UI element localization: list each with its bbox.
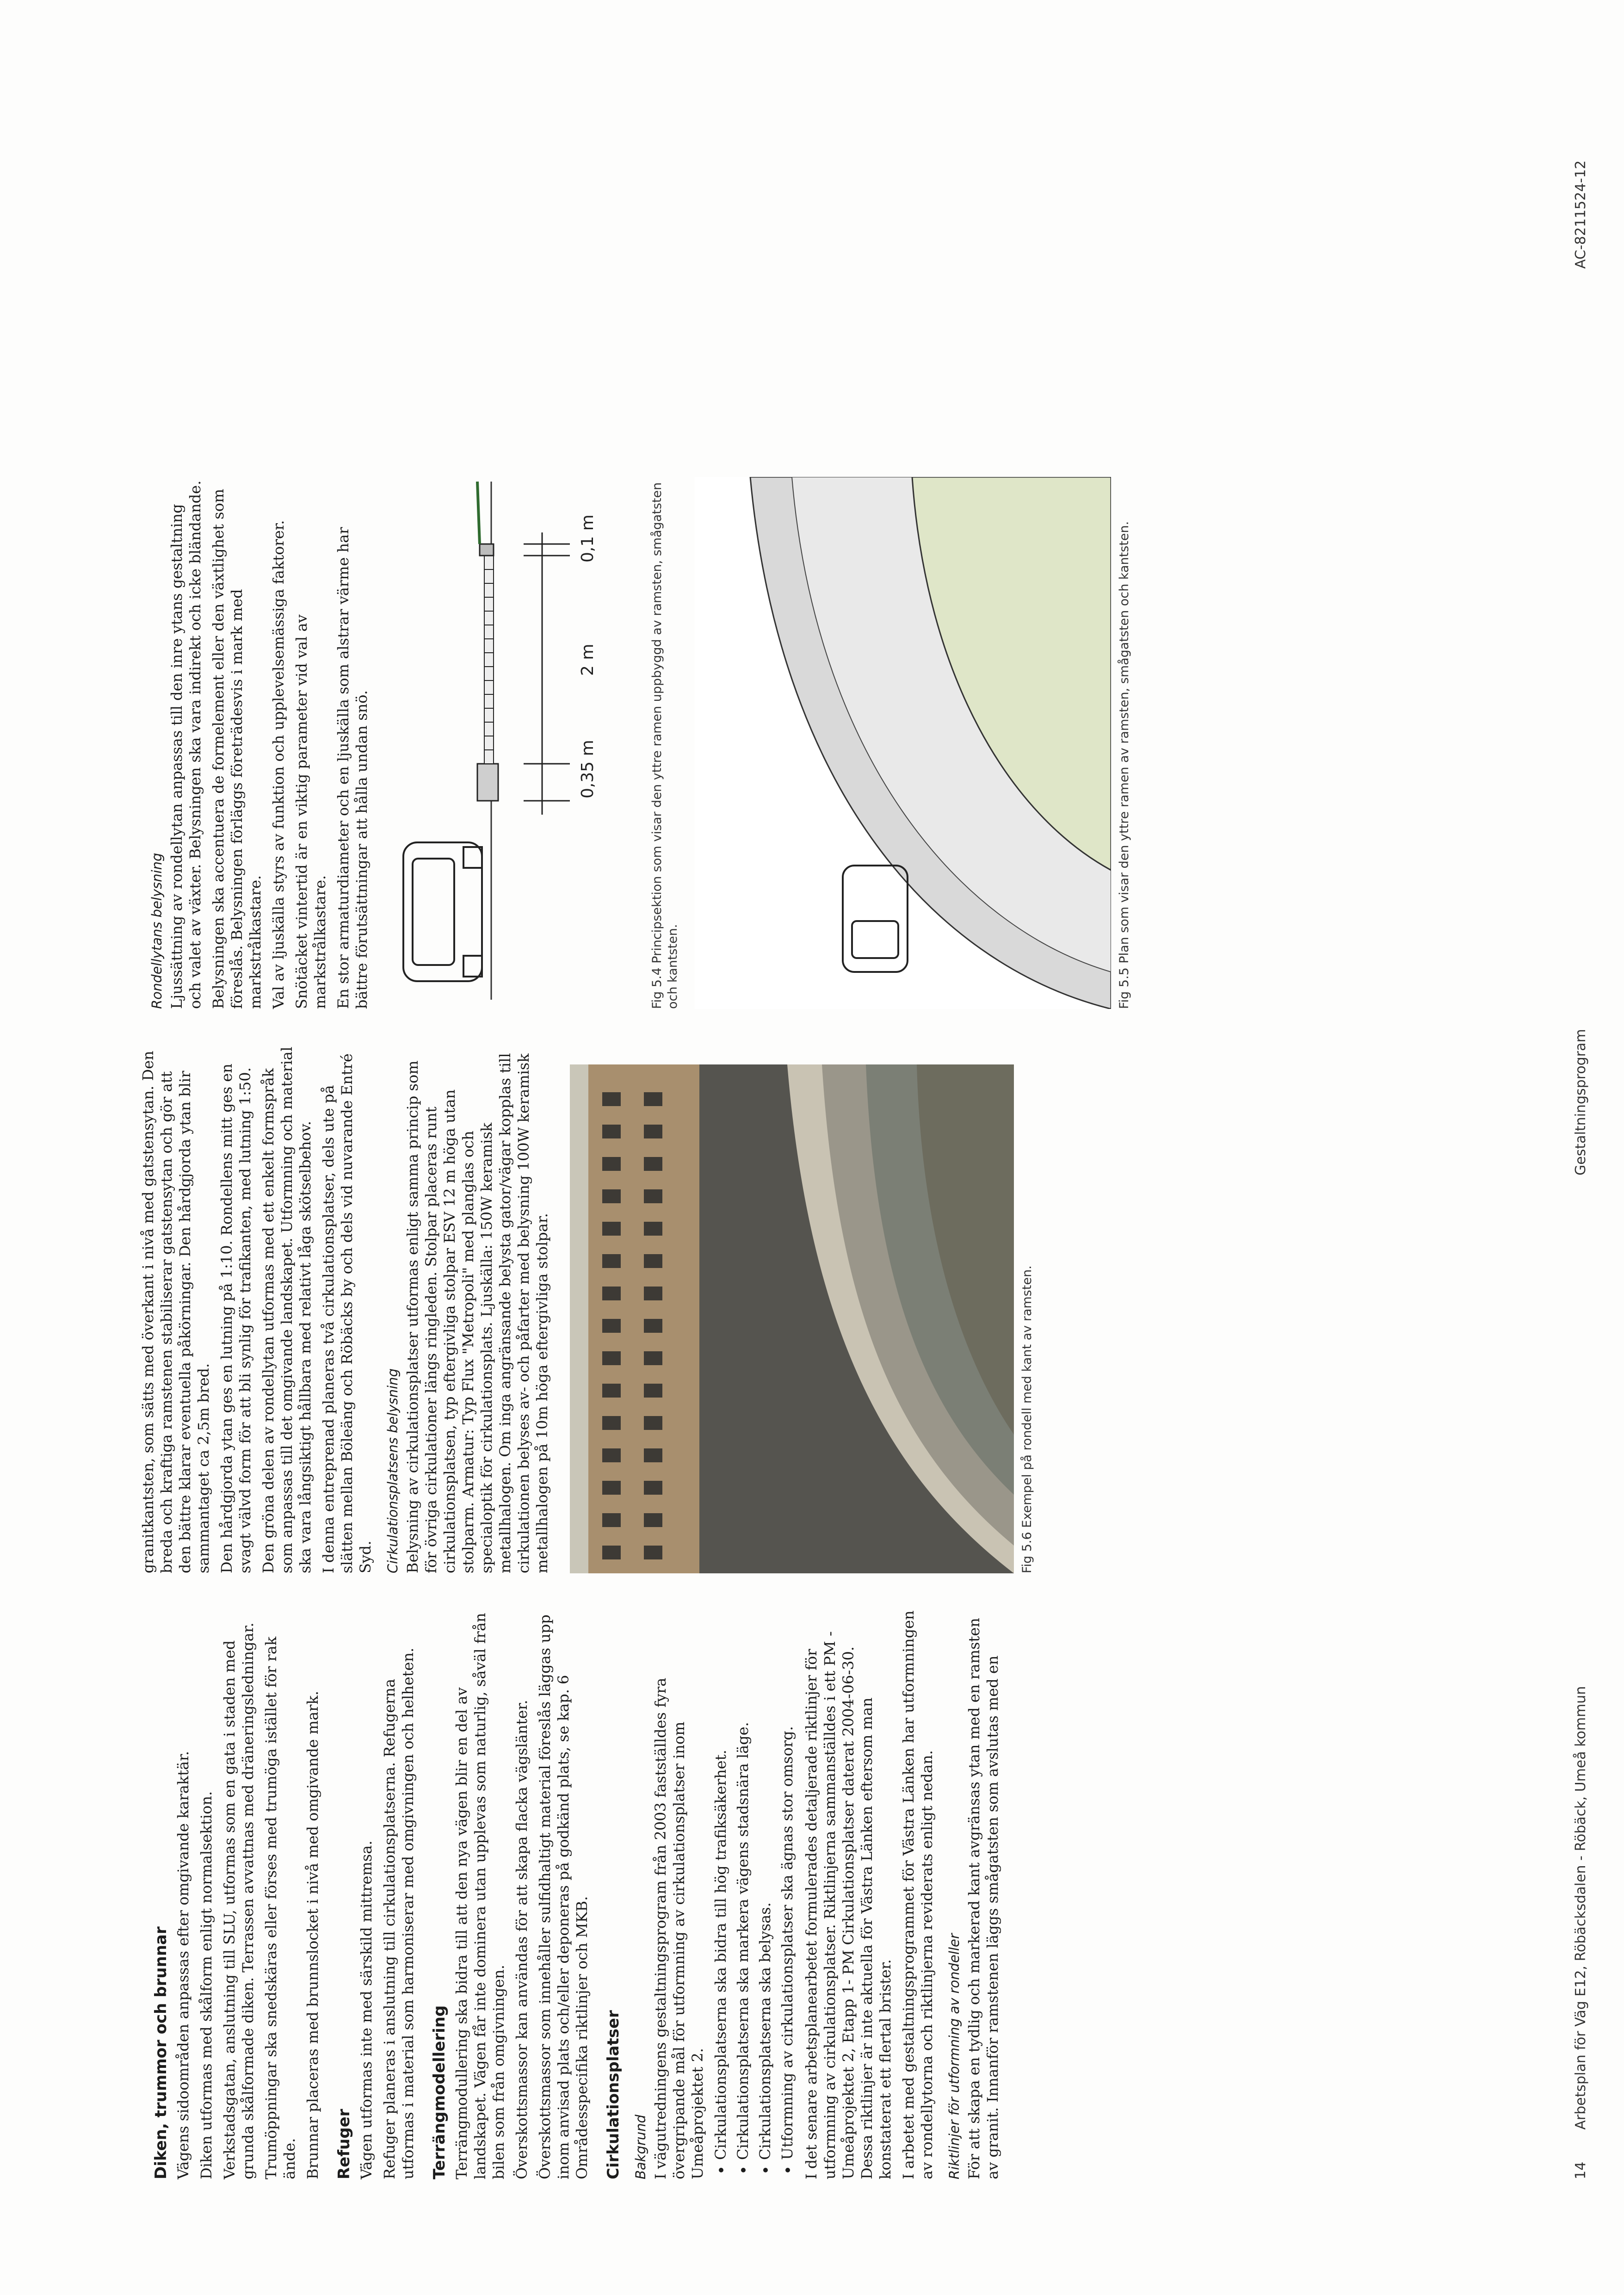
dimension-label-01: 0,1 m bbox=[578, 514, 597, 563]
paragraph: Den gröna delen av rondellytan utformas med ett enkelt formspråk som anpassas till det omgivande landskapet. Utformning och material ska vara långsiktigt hållbara med relativt låga skötselbehov. bbox=[259, 1046, 314, 1573]
paragraph: Belysningen ska accentuera de formelement eller den växtlighet som föreslås. Belysningen förläggs företrädesvis i mark med markstrålkastare. bbox=[210, 489, 264, 1009]
section-diagram bbox=[385, 477, 644, 1009]
list-item: • Utformning av cirkulationsplatser ska ägnas stor omsorg. bbox=[778, 1610, 797, 2160]
document-title: Arbetsplan för Väg E12, Röbäcksdalen - Röbäck, Umeå kommun bbox=[1573, 1686, 1589, 2130]
dimension-label-2m: 2 m bbox=[578, 643, 597, 676]
paragraph: Brunnar placeras med brunnslocket i nivå med omgivande mark. bbox=[304, 1690, 321, 2179]
list-item: • Cirkulationsplatserna ska markera vägens stadsnära läge. bbox=[734, 1610, 752, 2160]
paragraph: Val av ljuskälla styrs av funktion och upplevelsemässiga faktorer. bbox=[270, 520, 287, 1009]
figure-5-4-caption: Fig 5.4 Principsektion som visar den yttre ramen uppbyggd av ramsten, smågatsten och kantsten. bbox=[650, 482, 680, 1009]
paragraph: Verkstadsgatan, anslutning till SLU, utformas som en gata i staden med grunda skålformade diken. Terrassen avvattnas med dräneringsledningar. bbox=[221, 1622, 257, 2179]
paragraph: Belysning av cirkulationsplatser utformas enligt samma princip som för övriga cirkulationer längs ringleden. Stolpar placeras runt cirkulationsplatsen, typ eftergivliga stolpar ESV 12 m höga utan stolparm. Armatur: Typ Flux "Metropoli" med planglas och specialoptik för cirkulationsplats. Ljuskälla: 150W keramisk metallhalogen. Om inga angränsande belysta gator/vägar kopplas till cirkulationen belyses av- och påfarter med belysning 100W keramisk metallhalogen på 10m höga eftergivliga stolpar. bbox=[404, 1053, 551, 1573]
paragraph: I det senare arbetsplanearbetet formulerades detaljerade riktlinjer för utformning av cirkulationsplatser. Riktlinjerna sammanställdes i ett PM - Umeåprojektet 2, Etapp 1- PM Cirkulationsplatser daterat 2004-06-30. Dessa riktlinjer är inte aktuella för Västra Länken eftersom man konstaterat ett flertal brister. bbox=[803, 1631, 894, 2179]
heading-terrangmodellering: Terrängmodellering bbox=[430, 2005, 449, 2179]
paragraph: Diken utformas med skålform enligt normalsektion. bbox=[198, 1791, 215, 2179]
footer-left bbox=[1573, 1686, 1589, 2179]
page-number: 14 bbox=[1573, 2161, 1589, 2179]
plan-diagram bbox=[695, 477, 1111, 1009]
paragraph: Ljussättning av rondellytan anpassas till den inre ytans gestaltning och valet av växter. Belysningen ska vara indirekt och icke bländande. bbox=[168, 480, 204, 1009]
paragraph: En stor armaturdiameter och en ljuskälla som alstrar värme har bättre förutsättningar att hålla undan snö. bbox=[334, 527, 370, 1009]
paragraph: I arbetet med gestaltningsprogrammet för Västra Länken har utformningen av rondellytorna och riktlinjerna reviderats enligt nedan. bbox=[900, 1610, 936, 2179]
footer-center: Gestaltningsprogram bbox=[1573, 1029, 1589, 1175]
paragraph: I denna entreprenad planeras två cirkulationsplatser, dels ute på slätten mellan Böleäng och Röbäcks by och dels vid nuvarande Entré Syd. bbox=[320, 1053, 374, 1573]
curb-stone bbox=[480, 544, 494, 556]
column-2 bbox=[139, 1041, 1035, 1573]
dimension-lines bbox=[524, 532, 570, 815]
subheading-bakgrund: Bakgrund bbox=[633, 2115, 648, 2179]
list-item: • Cirkulationsplatserna ska belysas. bbox=[756, 1610, 774, 2160]
paragraph: Refuger planeras i anslutning till cirkulationsplatserna. Refugerna utformas i material som harmoniserar med omgivningen och helheten. bbox=[381, 1647, 417, 2179]
subheading-belysning: Cirkulationsplatsens belysning bbox=[385, 1368, 401, 1573]
paragraph: För att skapa en tydlig och markerad kant avgränsas ytan med en ramsten av granit. Innanför ramstenen läggs smågatsten som avslutas med en bbox=[965, 1618, 1001, 2179]
heading-diken: Diken, trummor och brunnar bbox=[152, 1926, 170, 2179]
dimension-label-035: 0,35 m bbox=[578, 740, 597, 798]
paragraph: granitkantsten, som sätts med överkant i nivå med gatstensytan. Den breda och kraftiga ramstenen stabiliserar gatstensytan och gör att den bättre klarar eventuella påkörningar. Den hårdgjorda ytan blir sammantaget ca 2,5m bred. bbox=[139, 1051, 212, 1573]
paragraph: Den hårdgjorda ytan ges en lutning på 1:10. Rondellens mitt ges en svagt välvd form för att bli synlig för trafikanten, med lutning 1:50. bbox=[218, 1064, 254, 1573]
list-item: • Cirkulationsplatserna ska bidra till hög trafiksäkerhet. bbox=[711, 1610, 730, 2160]
green-surface bbox=[477, 482, 480, 544]
paragraph: Snötäcket vintertid är en viktig parameter vid val av markstrålkastare. bbox=[293, 614, 329, 1009]
figure-5-5-caption: Fig 5.5 Plan som visar den yttre ramen av ramsten, smågatsten och kantsten. bbox=[1117, 521, 1131, 1009]
subheading-rondellytans-belysning: Rondellytans belysning bbox=[149, 853, 165, 1009]
paragraph: Vägen utformas inte med särskild mittremsa. bbox=[358, 1840, 375, 2179]
paragraph: I vägutredningens gestaltningsprogram från 2003 fastställdes fyra övergripande mål för utformning av cirkulationsplatser inom Umeåprojektet 2. bbox=[652, 1677, 706, 2179]
column-1 bbox=[139, 1610, 1007, 2179]
subheading-riktlinjer: Riktlinjer för utformning av rondeller bbox=[946, 1933, 962, 2179]
roundabout-photo bbox=[570, 1064, 1014, 1573]
goal-list bbox=[711, 1610, 797, 2179]
car-rear-view bbox=[403, 842, 482, 981]
figure-5-6-caption: Fig 5.6 Exempel på rondell med kant av ramsten. bbox=[1020, 1265, 1034, 1573]
heading-cirkulationsplatser: Cirkulationsplatser bbox=[604, 2010, 623, 2179]
heading-refuger: Refuger bbox=[335, 2109, 353, 2179]
paragraph: Överskottsmassor som innehåller sulfidhaltigt material föreslås läggas upp inom anvisad plats och/eller deponeras på godkänd plats, se kap. 6 Områdesspecifika riktlinjer och MKB. bbox=[536, 1615, 591, 2179]
paragraph: Trumöppningar ska snedskäras eller förses med trumöga istället för rak ände. bbox=[262, 1636, 298, 2179]
paragraph: Överskottsmassor kan användas för att skapa flacka vägslänter. bbox=[513, 1700, 531, 2179]
column-3 bbox=[139, 477, 1132, 1009]
frame-stone bbox=[477, 764, 498, 801]
paragraph: Vägens sidoområden anpassas efter omgivande karaktär. bbox=[174, 1751, 192, 2179]
paragraph: Terrängmodullering ska bidra till att den nya vägen blir en del av landskapet. Vägen får inte dominera utan upplevas som naturlig, såväl från bilen som från omgivningen. bbox=[453, 1613, 507, 2179]
footer-right: AC-8211524-12 bbox=[1573, 160, 1589, 269]
roundabout-photo-illustration bbox=[570, 1064, 1014, 1573]
cobblestone-row bbox=[484, 556, 494, 764]
